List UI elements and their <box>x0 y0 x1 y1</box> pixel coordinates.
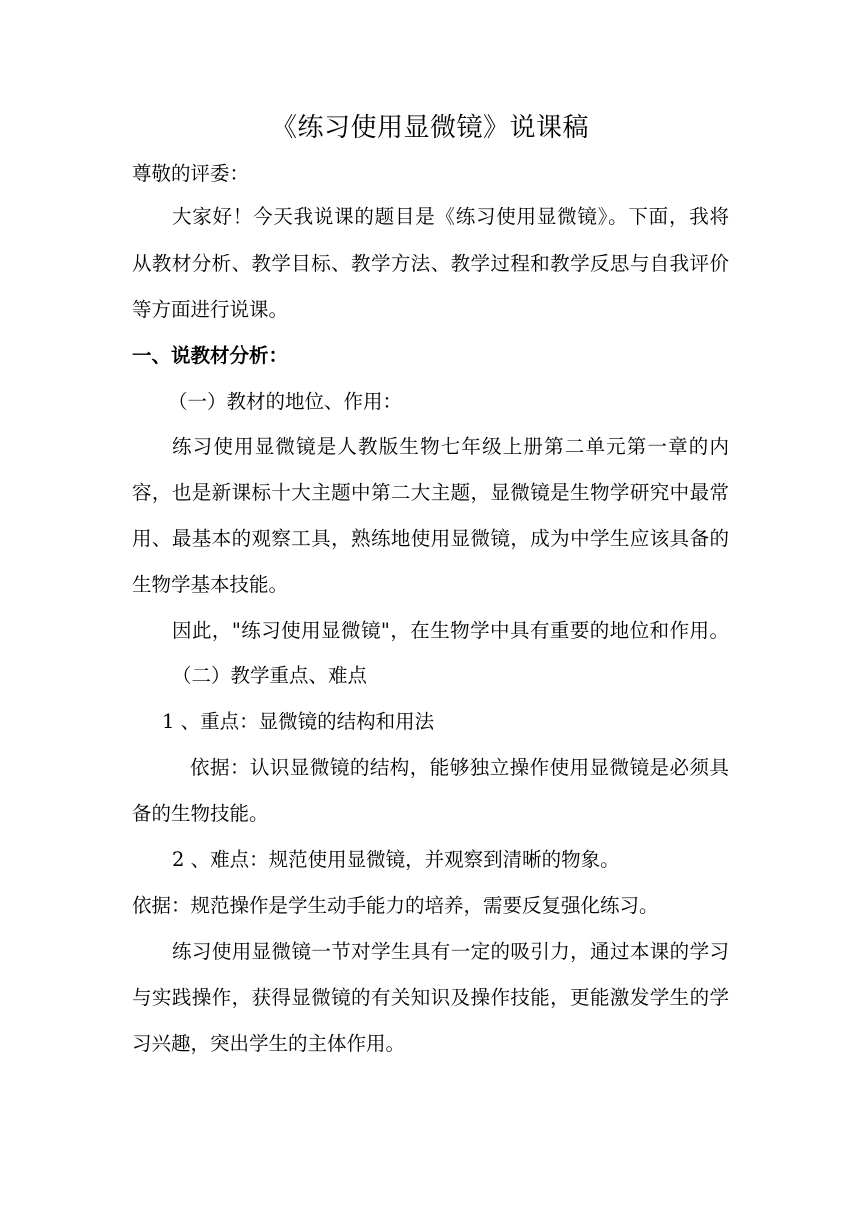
para-1-line-4: 生物学基本技能。 <box>132 573 289 596</box>
para-1-line-2: 容，也是新课标十大主题中第二大主题，显微镜是生物学研究中最常 <box>132 481 729 504</box>
basis-2: 依据：规范操作是学生动手能力的培养，需要反复强化练习。 <box>132 894 659 917</box>
intro-line-1: 大家好！今天我说课的题目是《练习使用显微镜》。下面，我将 <box>172 205 729 228</box>
basis-1-line-1: 依据：认识显微镜的结构，能够独立操作使用显微镜是必须具 <box>190 756 729 779</box>
section-1-heading: 一、说教材分析： <box>132 344 289 367</box>
para-3-line-3: 习兴趣，突出学生的主体作用。 <box>132 1032 406 1055</box>
key-point-1: 1 、重点：显微镜的结构和用法 <box>162 710 435 733</box>
para-1-line-3: 用、最基本的观察工具，熟练地使用显微镜，成为中学生应该具备的 <box>132 527 729 550</box>
subsection-2-heading: （二）教学重点、难点 <box>172 664 368 687</box>
para-1-line-1: 练习使用显微镜是人教版生物七年级上册第二单元第一章的内 <box>172 435 729 458</box>
para-3-line-2: 与实践操作，获得显微镜的有关知识及操作技能，更能激发学生的学 <box>132 986 729 1009</box>
intro-line-2: 从教材分析、教学目标、教学方法、教学过程和教学反思与自我评价 <box>132 252 729 275</box>
key-point-2: 2 、难点：规范使用显微镜，并观察到清晰的物象。 <box>172 848 620 871</box>
intro-line-3: 等方面进行说课。 <box>132 298 289 321</box>
para-2-line-1: 因此，"练习使用显微镜"，在生物学中具有重要的地位和作用。 <box>172 619 729 642</box>
subsection-1-heading: （一）教材的地位、作用： <box>168 390 403 413</box>
para-3-line-1: 练习使用显微镜一节对学生具有一定的吸引力，通过本课的学习 <box>172 940 729 963</box>
salutation: 尊敬的评委： <box>132 162 250 185</box>
document-title: 《练习使用显微镜》说课稿 <box>270 113 589 143</box>
basis-1-line-2: 备的生物技能。 <box>132 802 269 825</box>
